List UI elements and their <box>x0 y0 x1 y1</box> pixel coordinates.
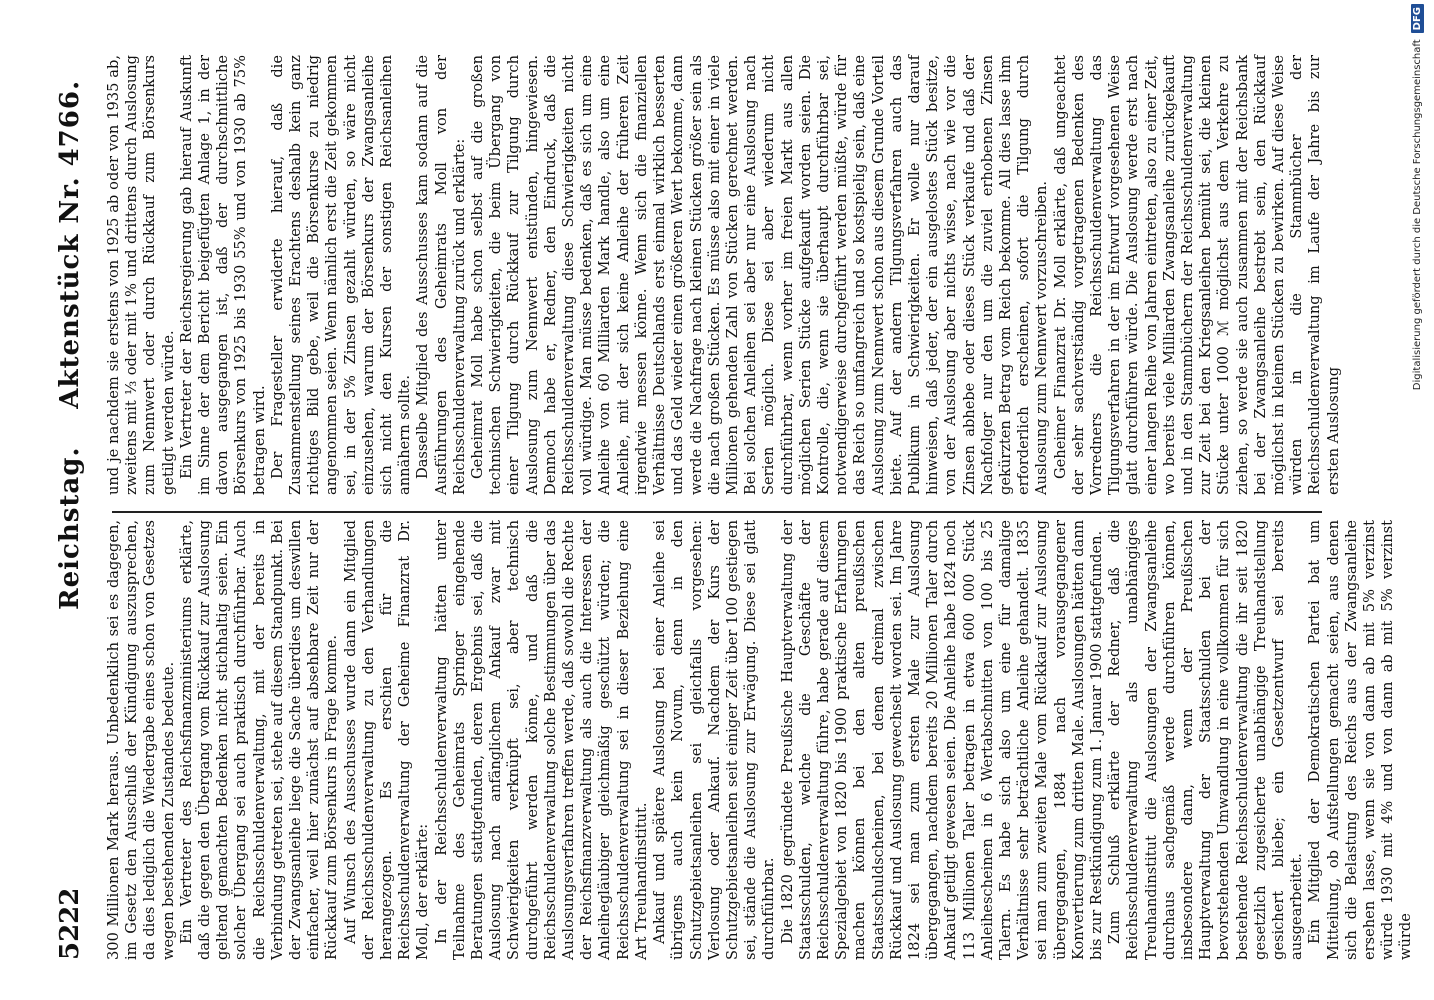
paragraph: Die 1820 gegründete Preußische Hauptverwaltung der Staatsschulden, welche die Geschäfte der Reichsschuldenverwaltung führe, habe gerade auf diesem Spezialgebiet von 1820 bis 1900 praktische Erfahrungen machen können bei den alten preußischen Staatsschuldscheinen, bei denen dreimal zwischen Rückkauf und Auslosung gewechselt worden sei. Im Jahre 1824 sei man zum ersten Male zur Auslosung übergegangen, nachdem bereits 20 Millionen Taler durch Ankauf getilgt gewesen seien. Die Anleihe habe 1824 noch 113 Millionen Taler betragen in etwa 600 000 Stück Anleihescheinen in 6 Wertabschnitten von 100 bis 25 Talern. Es habe sich also um eine für damalige Verhältnisse sehr beträchtliche Anleihe gehandelt. 1835 sei man zum zweiten Male vom Rückkauf zur Auslosung übergegangen, 1884 nach vorausgegangener Konvertierung zum dritten Male. Auslosungen hätten dann bis zur Restkündigung zum 1. Januar 1900 stattgefunden. <box>778 520 1105 960</box>
paragraph: Dasselbe Mitglied des Ausschusses kam sodann auf die Ausführungen des Geheimrats Moll von der Reichsschuldenverwaltung zurück und erklärte: <box>414 55 468 495</box>
paragraph: Zum Schluß erklärte der Redner, daß die Reichsschuldenverwaltung als unabhängiges Treuhandinstitut die Auslosungen der Zwangsanleihe durchaus sachgemäß werde durchführen können, insbesondere dann, wenn der Preußischen Hauptverwaltung der Staatsschulden bei der bevorstehenden Umwandlung in eine vollkommen für sich bestehende Reichsschuldenverwaltung die ihr seit 1820 gesetzlich zugesicherte unabhängige Treuhandstellung gesichert bliebe; ein Gesetzentwurf sei bereits ausgearbeitet. <box>1106 520 1306 960</box>
paragraph: Ankauf und spätere Auslosung bei einer Anleihe sei übrigens auch kein Novum, denn in den Schutzgebietsanleihen sei gleichfalls vorgesehen: Verlosung oder Ankauf. Nachdem der Kurs der Schutzgebietsanleihen seit einiger Zeit über 100 gestiegen sei, stände die Auslosung zur Erwägung. Diese sei glatt durchführbar. <box>651 520 778 960</box>
paragraph: Ein Vertreter des Reichsfinanzministeriums erklärte, daß die gegen den Übergang vom Rückkauf zur Auslosung geltend gemachten Bedenken nicht stichhaltig seien. Ein solcher Übergang sei auch praktisch durchführbar. Auch die Reichsschuldenverwaltung, mit der bereits in Verbindung getreten sei, stehe auf diesem Standpunkt. Bei der Zwangsanleihe liege die Sache überdies um deswillen einfacher, weil hier zunächst auf absehbare Zeit nur der Rückkauf zum Börsenkurs in Frage komme. <box>177 520 341 960</box>
page-header <box>55 40 95 960</box>
paragraph: Geheimrat Moll habe schon selbst auf die großen technischen Schwierigkeiten, die beim Übergang von einer Tilgung durch Rückkauf zur Tilgung durch Auslosung zum Nennwert entstünden, hingewiesen. Dennoch habe er, Redner, den Eindruck, daß die Reichsschuldenverwaltung diese Schwierigkeiten nicht voll würdige. Man müsse bedenken, daß es sich um eine Anleihe von 60 Milliarden Mark handle, also um eine Anleihe, mit der sich keine Anleihe der früheren Zeit irgendwie messen könne. Wenn sich die finanziellen Verhältnisse Deutschlands erst einmal wirklich besserten und das Geld wieder einen größeren Wert bekomme, dann werde die Nachfrage nach kleinen Stücken größer sein als die nach großen Stücken. Es müsse also mit einer in viele Millionen gehenden Zahl von Stücken gerechnet werden. Bei solchen Anleihen sei aber nur eine Auslosung nach Serien möglich. Diese sei aber wiederum nicht durchführbar, wenn vorher im freien Markt aus allen möglichen Serien Stücke aufgekauft worden seien. Die Kontrolle, die, wenn sie überhaupt durchführbar sei, notwendigerweise durchgeführt werden müßte, würde für das Reich so umfangreich und so kostspielig sein, daß eine Auslosung zum Nennwert schon aus diesem Grunde Vorteil biete. Auf der andern Tilgungsverfahren auch das Publikum in Schwierigkeiten. Er wolle nur darauf hinweisen, daß jeder, der ein ausgelostes Stück besitze, von der Auslosung aber nichts wisse, nach wie vor die Zinsen abhebe oder dieses Stück verkaufe und daß der Nachfolger nur den um die zuviel erhobenen Zinsen gekürzten Betrag vom Reich bekomme. All dies lasse ihm erforderlich erscheinen, sofort die Tilgung durch Auslosung zum Nennwert vorzuschreiben. <box>469 55 1051 495</box>
document-number: Aktenstück Nr. 4766. <box>55 80 85 409</box>
digitization-note: Digitalisierung gefördert durch die Deutsche Forschungsgemeinschaft <box>1411 39 1423 391</box>
page-number: 5222 <box>55 887 85 960</box>
paragraph: Auf Wunsch des Ausschusses wurde dann ein Mitglied der Reichsschuldenverwaltung zu den Verhandlungen herangezogen. Es erschien für die Reichsschuldenverwaltung der Geheime Finanzrat Dr. Moll, der erklärte: <box>341 520 432 960</box>
paragraph: Ein Vertreter der Reichsregierung gab hierauf Auskunft im Sinne der dem Bericht beigefügten Anlage 1, in der davon ausgegangen ist, daß der durchschnittliche Börsenkurs von 1925 bis 1930 55% und von 1930 ab 75% betragen wird. <box>177 55 268 495</box>
column-divider <box>112 511 1322 513</box>
running-head: Reichstag. <box>55 446 85 610</box>
paragraph: 300 Millionen Mark heraus. Unbedenklich sei es dagegen, im Gesetz den Ausschluß der Kündigung auszusprechen, da dies lediglich die Wiedergabe eines schon von Gesetzes wegen bestehenden Zustandes bedeute. <box>105 520 177 960</box>
right-text-column <box>105 55 1342 495</box>
paragraph: Der Fragesteller erwiderte hierauf, daß die Zusammenstellung seines Erachtens deshalb kein ganz richtiges Bild gebe, weil die Börsenkurse zu niedrig angenommen seien. Wenn nämlich erst die Zeit gekommen sei, in der 5% Zinsen gezahlt würden, so wäre nicht einzusehen, warum der Börsenkurs der Zwangsanleihe sich nicht den Kursen der sonstigen Reichsanleihen annähern sollte. <box>268 55 414 495</box>
paragraph: In der Reichsschuldenverwaltung hätten unter Teilnahme des Geheimrats Springer eingehende Beratungen stattgefunden, deren Ergebnis sei, daß die Auslosung nach anfänglichem Ankauf zwar mit Schwierigkeiten verknüpft sei, aber technisch durchgeführt werden könne, und daß die Reichsschuldenverwaltung solche Bestimmungen über das Auslosungsverfahren treffen werde, daß sowohl die Rechte der Reichsfinanzverwaltung als auch die Interessen der Anleihegläubiger gleichmäßig geschützt würden; die Reichsschuldenverwaltung sei in dieser Beziehung eine Art Treuhandinstitut. <box>432 520 650 960</box>
dfg-logo: DFG <box>1411 4 1424 33</box>
paragraph: und je nachdem sie erstens von 1925 ab oder von 1935 ab, zweitens mit ⅓ oder mit 1% und drittens durch Auslosung zum Nennwert oder durch Rückkauf zum Börsenkurs getilgt werden würde. <box>105 55 177 495</box>
paragraph: Geheimer Finanzrat Dr. Moll erklärte, daß ungeachtet der sehr sachverständig vorgetragenen Bedenken des Vorredners die Reichsschuldenverwaltung das Tilgungsverfahren in der im Entwurf vorgesehenen Weise glatt durchführen würde. Die Auslosung werde erst nach einer langen Reihe von Jahren eintreten, also zu einer Zeit, wo bereits viele Milliarden Zwangsanleihe zurückgekauft und in den Stammbüchern der Reichsschuldenverwaltung zur Zeit bei den Kriegsanleihen bemüht sei, die kleinen Stücke unter 1000 ℳ möglichst aus dem Verkehre zu ziehen, so werde sie auch zusammen mit der Reichsbank bei der Zwangsanleihe bestrebt sein, den Rückkauf möglichst in kleinen Stücken zu bewirken. Auf diese Weise würden in die Stammbücher der Reichsschuldenverwaltung im Laufe der Jahre bis zur ersten Auslosung <box>1051 55 1342 495</box>
digitization-footer <box>1406 0 1428 1000</box>
paragraph: Ein Mitglied der Demokratischen Partei bat um Mitteilung, ob Aufstellungen gemacht seien, aus denen sich die Belastung des Reichs aus der Zwangsanleihe ersehen lasse, wenn sie von dann ab mit 5% verzinst würde 1930 mit 4% und von dann ab mit 5% verzinst würde <box>1306 520 1415 960</box>
digitization-sidebar <box>1406 0 1432 1000</box>
left-text-column <box>105 520 1415 960</box>
